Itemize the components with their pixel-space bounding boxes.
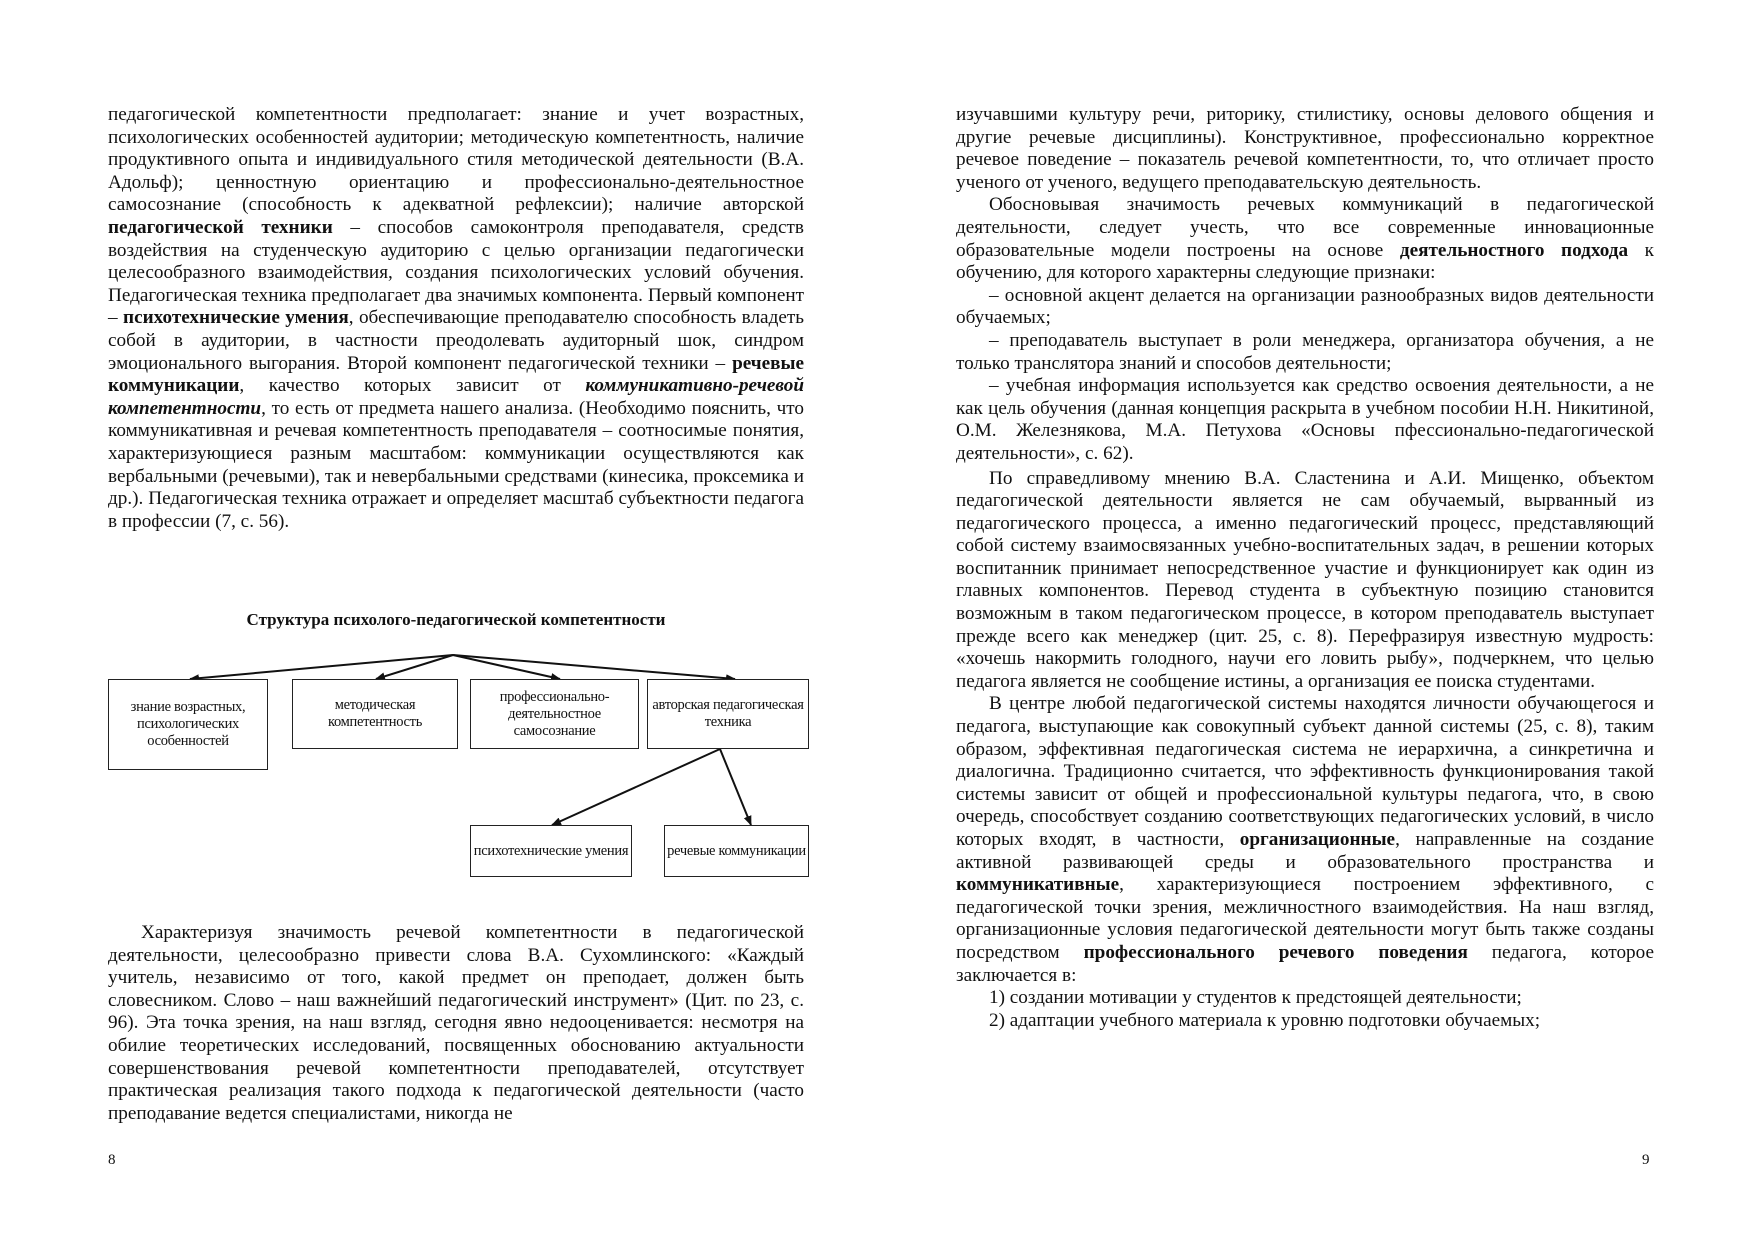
- text-run: речевые коммуникации: [108, 352, 804, 397]
- arrow-to-b4: [453, 655, 735, 679]
- right-paragraph-1: изучавшими культуру речи, риторику, стилистику, основы делового общения и другие речевые дисциплины). Конструктивное, профессионально корректное речевое поведение – показатель речевой компетентности, то, что отличает просто ученого от ученого, ведущего преподавательскую деятельность.: [956, 104, 1654, 193]
- diagram-box-speech: речевые коммуникации: [664, 825, 809, 877]
- diagram-box-age-knowledge: знание возрастных, психологических особенностей: [108, 679, 268, 770]
- list-item: – основной акцент делается на организации разнообразных видов деятельности обучаемых;: [956, 284, 1654, 329]
- diagram-box-methodical: методическая компетентность: [292, 679, 458, 749]
- right-page-text: [956, 104, 1654, 1032]
- page-number-left: 8: [108, 1152, 116, 1168]
- diagram-title: Структура психолого-педагогической компетентности: [246, 610, 666, 629]
- text-run: – способов самоконтроля преподавателя, средств воздействия на студенческую аудиторию с целью организации педагогически целесообразного взаимодействия, создания психологических условий обучения. Педагогическая техника предполагает два значимых компонента. Первый компонент –: [108, 216, 804, 329]
- list-item: – учебная информация используется как средство освоения деятельности, а не как цель обучения (данная концепция раскрыта в учебном пособии Н.Н. Никитиной, О.М. Железнякова, М.А. Петухова «Основы пфессионально-педагогической деятельности», с. 62).: [956, 375, 1654, 464]
- right-paragraph-4: В центре любой педагогической системы находятся личности обучающегося и педагога, выступающие как совокупный субъект данной системы (25, с. 8), таким образом, эффективная педагогическая система не иерархична, а синкретична и диалогична. Традиционно считается, что эффективность функционирования такой системы зависит от общей и профессиональной культуры педагога, что, в свою очередь, способствует созданию соответствующих педагогических условий, в число которых входят, в частности, организационные, направленные на создание активной развивающей среды и образовательного пространства и коммуникативные, характеризующиеся построением эффективного, с педагогической точки зрения, межличностного взаимодействия. На наш взгляд, организационные условия педагогической деятельности могут быть также созданы посредством профессионального речевого поведения педагога, которое заключается в:: [956, 693, 1654, 986]
- text-run: коммуникативно-речевой компетентности: [108, 375, 804, 419]
- left-paragraph-2: Характеризуя значимость речевой компетентности в педагогической деятельности, целесообразно привести слова В.А. Сухомлинского: «Каждый учитель, независимо от того, какой предмет он преподает, должен быть словесником. Слово – наш важнейший педагогический инструмент» (Цит. по 23, с. 96). Эта точка зрения, на наш взгляд, сегодня явно недооценивается: несмотря на обилие теоретических исследований, посвященных обоснованию актуальности совершенствования речевой компетентности преподавателей, отсутствует практическая реализация такого подхода к педагогической деятельности (часто преподавание ведется специалистами, никогда не: [108, 922, 804, 1124]
- text-run: , то есть от предмета нашего анализа. (Необходимо пояснить, что коммуникативная и речевая компетентность преподавателя – соотносимые понятия, характеризующиеся разным масштабом: коммуникации осуществляются как вербальными (речевыми), так и невербальными средствами (кинесика, проксемика и др.). Педагогическая техника отражает и определяет масштаб субъектности педагога в профессии (7, с. 56).: [108, 397, 804, 532]
- arrow-to-b6: [720, 749, 751, 825]
- numbered-item: 1) создании мотивации у студентов к предстоящей деятельности;: [989, 987, 1522, 1009]
- diagram-box-self-awareness: профессионально-деятельностное самосознание: [470, 679, 639, 749]
- text-run: педагогической техники: [108, 216, 333, 238]
- left-page-text-lower: [108, 922, 804, 1125]
- page-number-right: 9: [1642, 1152, 1650, 1168]
- right-paragraph-3: По справедливому мнению В.А. Сластенина и А.И. Мищенко, объектом педагогической деятельности является не сам обучаемый, вырванный из педагогического процесса, а именно педагогический процесс, представляющий собой систему взаимосвязанных учебно-воспитательных задач, в решении которых воспитанник принимает непосредственное участие и функционирует как один из главных компонентов. Перевод студента в субъектную позицию становится возможным в таком педагогическом процессе, в котором преподаватель выступает прежде всего как менеджер (цит. 25, с. 8). Перефразируя известную мудрость: «хочешь накормить голодного, научи его ловить рыбу», подчеркнем, что целью педагога является не сообщение истины, а организация ее поиска студентами.: [956, 467, 1654, 692]
- right-paragraph-2: Обосновывая значимость речевых коммуникаций в педагогической деятельности, следует учесть, что все современные инновационные образовательные модели построены на основе деятельностного подхода к обучению, для которого характерны следующие признаки:: [956, 194, 1654, 284]
- arrow-to-b5: [552, 749, 720, 825]
- text-run: педагогической компетентности предполагает: знание и учет возрастных, психологических особенностей аудитории; методическую компетентность, наличие продуктивного опыта и индивидуального стиля методической деятельности (В.А. Адольф); ценностную ориентацию и профессионально-деятельностное самосознание (способность к адекватной рефлексии); наличие авторской: [108, 104, 804, 216]
- numbered-item: 2) адаптации учебного материала к уровню подготовки обучаемых;: [989, 1009, 1541, 1031]
- diagram-box-technique: авторская педагогическая техника: [647, 679, 809, 749]
- list-item: – преподаватель выступает в роли менеджера, организатора обучения, а не только транслятора знаний и способов деятельности;: [956, 329, 1654, 374]
- text-run: , обеспечивающие преподавателю способность владеть собой в аудитории, в частности преодолевать аудиторный шок, синдром эмоционального выгорания. Второй компонент педагогической техники –: [108, 307, 804, 374]
- text-run: , качество которых зависит от: [239, 375, 586, 397]
- diagram-box-psychotechnical: психотехнические умения: [470, 825, 632, 877]
- text-run: психотехнические умения: [123, 307, 349, 329]
